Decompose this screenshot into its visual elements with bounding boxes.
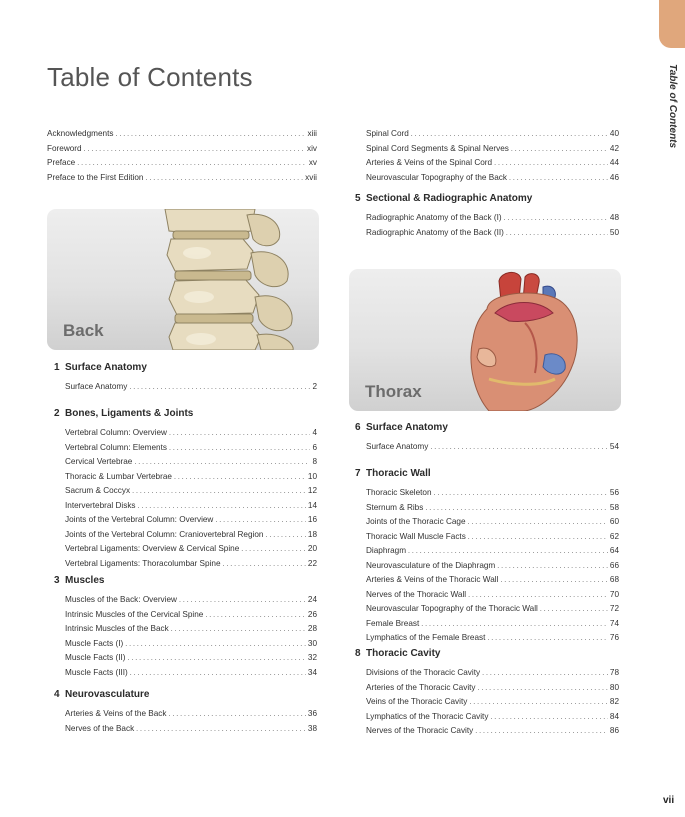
toc-entry[interactable]: Muscle Facts (III) . . . 34 [65,666,317,681]
section-7 [355,468,619,646]
section-heading: 6 Surface Anatomy [355,422,448,433]
toc-entry[interactable]: Preface to the First Edition . . . xvii [47,171,317,186]
toc-entry[interactable]: Vertebral Ligaments: Overview & Cervical Spine . . . 20 [65,542,317,557]
toc-entry[interactable]: Surface Anatomy . . . 54 [366,440,619,455]
toc-entry[interactable]: Spinal Cord Segments & Spinal Nerves . . . 42 [366,142,619,157]
toc-entry[interactable]: Joints of the Thoracic Cage . . . 60 [366,515,619,530]
toc-entry[interactable]: Joints of the Vertebral Column: Craniovertebral Region . . . 18 [65,528,317,543]
section-heading: 7 Thoracic Wall [355,468,431,479]
toc-entry[interactable]: Radiographic Anatomy of the Back (II) . . . 50 [366,226,619,241]
toc-entry[interactable]: Diaphragm . . . 64 [366,544,619,559]
section-tab-marker [659,0,685,48]
toc-entry[interactable]: Surface Anatomy . . . 2 [65,380,317,395]
toc-entry[interactable]: Vertebral Ligaments: Thoracolumbar Spine . . . 22 [65,557,317,572]
thorax-part-panel[interactable] [349,269,621,411]
toc-entry[interactable]: Radiographic Anatomy of the Back (I) . . . 48 [366,211,619,226]
toc-entry[interactable]: Joints of the Vertebral Column: Overview . . . 16 [65,513,317,528]
section-heading: 1 Surface Anatomy [54,362,147,373]
toc-entry[interactable]: Nerves of the Back . . . 38 [65,722,317,737]
back-part-panel[interactable] [47,209,319,350]
toc-entry[interactable]: Veins of the Thoracic Cavity . . . 82 [366,695,619,710]
toc-entry[interactable]: Arteries & Veins of the Thoracic Wall . . . 68 [366,573,619,588]
toc-entry[interactable]: Vertebral Column: Elements . . . 6 [65,441,317,456]
section-heading: 2 Bones, Ligaments & Joints [54,408,194,419]
toc-entry[interactable]: Vertebral Column: Overview . . . 4 [65,426,317,441]
toc-entry[interactable]: Muscle Facts (II) . . . 32 [65,651,317,666]
toc-entry[interactable]: Intrinsic Muscles of the Back . . . 28 [65,622,317,637]
toc-entry[interactable]: Lymphatics of the Female Breast . . . 76 [366,631,619,646]
page-number: vii [663,795,675,806]
toc-entry[interactable]: Cervical Vertebrae . . . 8 [65,455,317,470]
toc-entry[interactable]: Thoracic & Lumbar Vertebrae . . . 10 [65,470,317,485]
toc-entry[interactable]: Female Breast . . . 74 [366,617,619,632]
part-label-thorax: Thorax [365,382,422,401]
section-4-continued [355,127,619,185]
toc-entry[interactable]: Foreword . . . xiv [47,142,317,157]
section-heading: 5 Sectional & Radiographic Anatomy [355,193,533,204]
toc-entry[interactable]: Muscle Facts (I) . . . 30 [65,637,317,652]
toc-entry[interactable]: Arteries & Veins of the Back . . . 36 [65,707,317,722]
toc-entry[interactable]: Neurovascular Topography of the Thoracic Wall . . . 72 [366,602,619,617]
front-matter-list [47,127,317,185]
toc-entry[interactable]: Thoracic Wall Muscle Facts . . . 62 [366,530,619,545]
section-4 [54,689,317,736]
section-6 [355,422,619,455]
toc-entry[interactable]: Spinal Cord . . . 40 [366,127,619,142]
section-3 [54,575,317,680]
toc-entry[interactable]: Intervertebral Disks . . . 14 [65,499,317,514]
toc-entry[interactable]: Divisions of the Thoracic Cavity . . . 78 [366,666,619,681]
toc-entry[interactable]: Neurovascular Topography of the Back . . . 46 [366,171,619,186]
toc-entry[interactable]: Preface . . . xv [47,156,317,171]
page-title: Table of Contents [47,62,253,92]
section-5 [355,193,619,240]
toc-entry[interactable]: Arteries of the Thoracic Cavity . . . 80 [366,681,619,696]
toc-entry[interactable]: Acknowledgments . . . xiii [47,127,317,142]
toc-entry[interactable]: Sternum & Ribs . . . 58 [366,501,619,516]
toc-entry[interactable]: Lymphatics of the Thoracic Cavity . . . 84 [366,710,619,725]
toc-entry[interactable]: Sacrum & Coccyx . . . 12 [65,484,317,499]
section-8 [355,648,619,739]
part-label-back: Back [63,321,104,340]
side-tab-label: Table of Contents [667,64,678,149]
toc-entry[interactable]: Arteries & Veins of the Spinal Cord . . . 44 [366,156,619,171]
toc-entry[interactable]: Thoracic Skeleton . . . 56 [366,486,619,501]
section-heading: 3 Muscles [54,575,105,586]
toc-entry[interactable]: Nerves of the Thoracic Cavity . . . 86 [366,724,619,739]
toc-entry[interactable]: Nerves of the Thoracic Wall . . . 70 [366,588,619,603]
toc-entry[interactable]: Muscles of the Back: Overview . . . 24 [65,593,317,608]
section-heading: 4 Neurovasculature [54,689,150,700]
toc-entry[interactable]: Neurovasculature of the Diaphragm . . . 66 [366,559,619,574]
toc-entry[interactable]: Intrinsic Muscles of the Cervical Spine . . . 26 [65,608,317,623]
section-2 [54,408,317,571]
section-heading: 8 Thoracic Cavity [355,648,441,659]
section-1 [54,362,317,395]
